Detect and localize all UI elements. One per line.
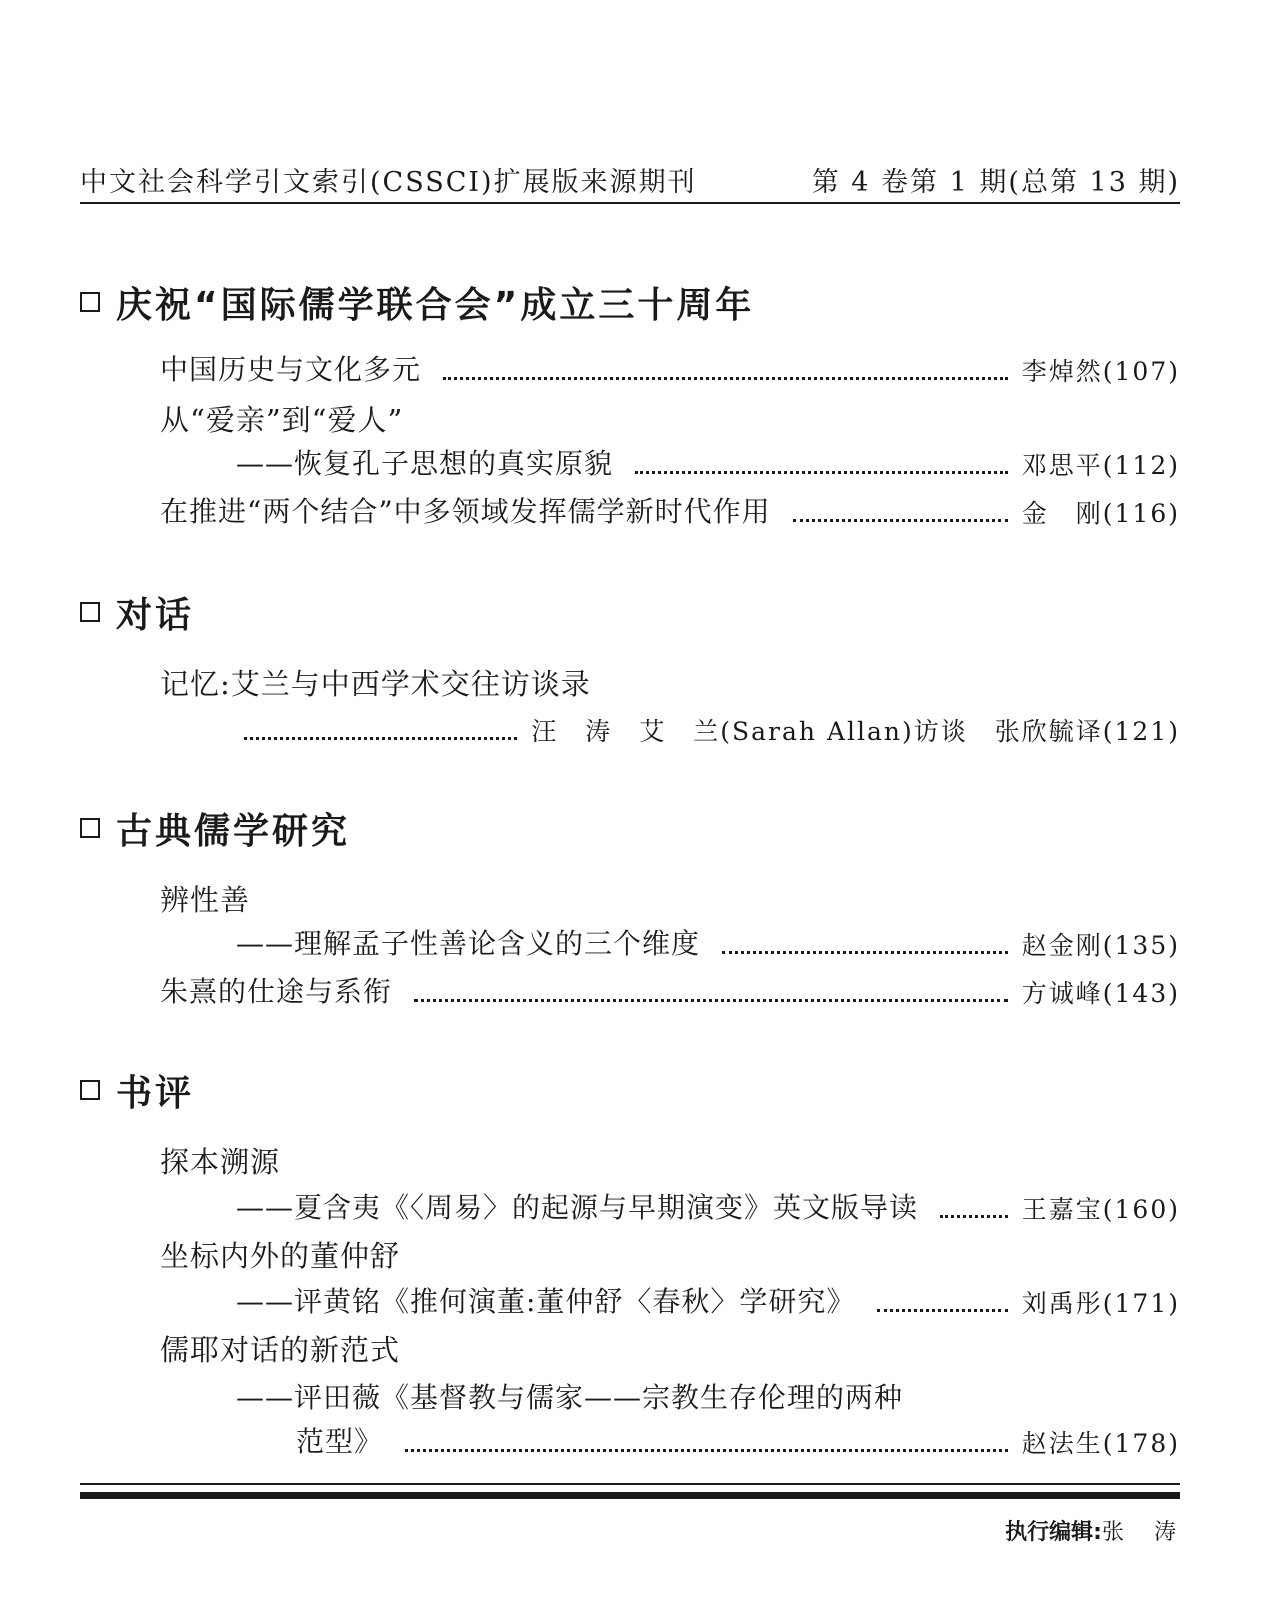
- dot-leader: [244, 737, 517, 740]
- section-title-dialogue: 对话: [80, 592, 194, 632]
- entry-title: 朱熹的仕途与系衔: [160, 975, 393, 1008]
- dot-leader: [877, 1309, 1007, 1312]
- dot-leader: [635, 471, 1008, 474]
- entry-author: 方诚峰: [1021, 979, 1103, 1008]
- entry-title[interactable]: 探本溯源: [160, 1145, 281, 1179]
- entry-page: (112): [1102, 451, 1180, 480]
- dot-leader: [940, 1215, 1008, 1218]
- entry-author: 刘禹彤: [1021, 1289, 1103, 1318]
- entry-author: 汪 涛 艾 兰(Sarah Allan)访谈 张欣毓译: [531, 717, 1103, 746]
- entry-title: 在推进“两个结合”中多领域发挥儒学新时代作用: [160, 495, 771, 528]
- dot-leader: [405, 1449, 1008, 1452]
- entry-subtitle: ——评田薇《基督教与儒家——宗教生存伦理的两种: [236, 1381, 904, 1414]
- toc-entry[interactable]: [236, 926, 1180, 962]
- toc-entry[interactable]: [160, 974, 1180, 1010]
- editor-name: 张 涛: [1101, 1520, 1180, 1545]
- entry-page: (135): [1102, 931, 1180, 960]
- executive-editor: [1005, 1515, 1180, 1546]
- checkbox-square-icon: [80, 602, 100, 622]
- section-title-book-reviews: 书评: [80, 1070, 194, 1110]
- toc-entry[interactable]: [226, 712, 1180, 748]
- entry-subtitle: ——恢复孔子思想的真实原貌: [236, 447, 614, 480]
- entry-subtitle: ——评黄铭《推何演董:董仲舒〈春秋〉学研究》: [236, 1285, 856, 1318]
- entry-author: 赵金刚: [1021, 931, 1103, 960]
- entry-page: (171): [1102, 1289, 1180, 1318]
- entry-page: (121): [1102, 717, 1180, 746]
- entry-author: 邓思平: [1021, 451, 1103, 480]
- checkbox-square-icon: [80, 292, 100, 312]
- entry-subtitle-continued: 范型》: [296, 1425, 384, 1458]
- entry-author: 王嘉宝: [1021, 1195, 1103, 1224]
- entry-title[interactable]: 从“爱亲”到“爱人”: [160, 403, 404, 437]
- dot-leader: [443, 377, 1008, 380]
- footer-rule-thick: [80, 1492, 1180, 1499]
- entry-title: 中国历史与文化多元: [160, 353, 422, 386]
- toc-entry[interactable]: [160, 352, 1180, 388]
- journal-index-note: 中文社会科学引文索引(CSSCI)扩展版来源期刊: [80, 167, 697, 198]
- toc-entry[interactable]: [296, 1424, 1180, 1460]
- entry-title[interactable]: 坐标内外的董仲舒: [160, 1239, 401, 1273]
- entry-author: 赵法生: [1021, 1429, 1103, 1458]
- issue-info: 第 4 卷第 1 期(总第 13 期): [811, 167, 1180, 198]
- entry-author: 李焯然: [1021, 357, 1103, 386]
- entry-page: (116): [1102, 499, 1180, 528]
- toc-entry[interactable]: [236, 1190, 1180, 1226]
- entry-title[interactable]: 儒耶对话的新范式: [160, 1333, 401, 1367]
- entry-page: (178): [1102, 1429, 1180, 1458]
- section-title-anniversary: 庆祝“国际儒学联合会”成立三十周年: [80, 282, 754, 322]
- dot-leader: [722, 951, 1008, 954]
- entry-title[interactable]: 记忆:艾兰与中西学术交往访谈录: [160, 667, 591, 701]
- dot-leader: [414, 999, 1008, 1002]
- entry-page: (160): [1102, 1195, 1180, 1224]
- entry-author: 金 刚: [1021, 499, 1103, 528]
- toc-entry[interactable]: [160, 494, 1180, 530]
- dot-leader: [793, 519, 1008, 522]
- checkbox-square-icon: [80, 818, 100, 838]
- toc-entry[interactable]: [236, 446, 1180, 482]
- entry-title[interactable]: 辨性善: [160, 883, 251, 917]
- section-title-classical-confucianism: 古典儒学研究: [80, 808, 350, 848]
- checkbox-square-icon: [80, 1080, 100, 1100]
- entry-subtitle: ——夏含夷《〈周易〉的起源与早期演变》英文版导读: [236, 1191, 919, 1224]
- journal-header: [80, 158, 1180, 204]
- entry-page: (107): [1102, 357, 1180, 386]
- entry-subtitle: ——理解孟子性善论含义的三个维度: [236, 927, 701, 960]
- entry-page: (143): [1102, 979, 1180, 1008]
- footer-rule-thin: [80, 1483, 1180, 1485]
- editor-label: 执行编辑:: [1005, 1520, 1102, 1545]
- toc-entry[interactable]: [236, 1284, 1180, 1320]
